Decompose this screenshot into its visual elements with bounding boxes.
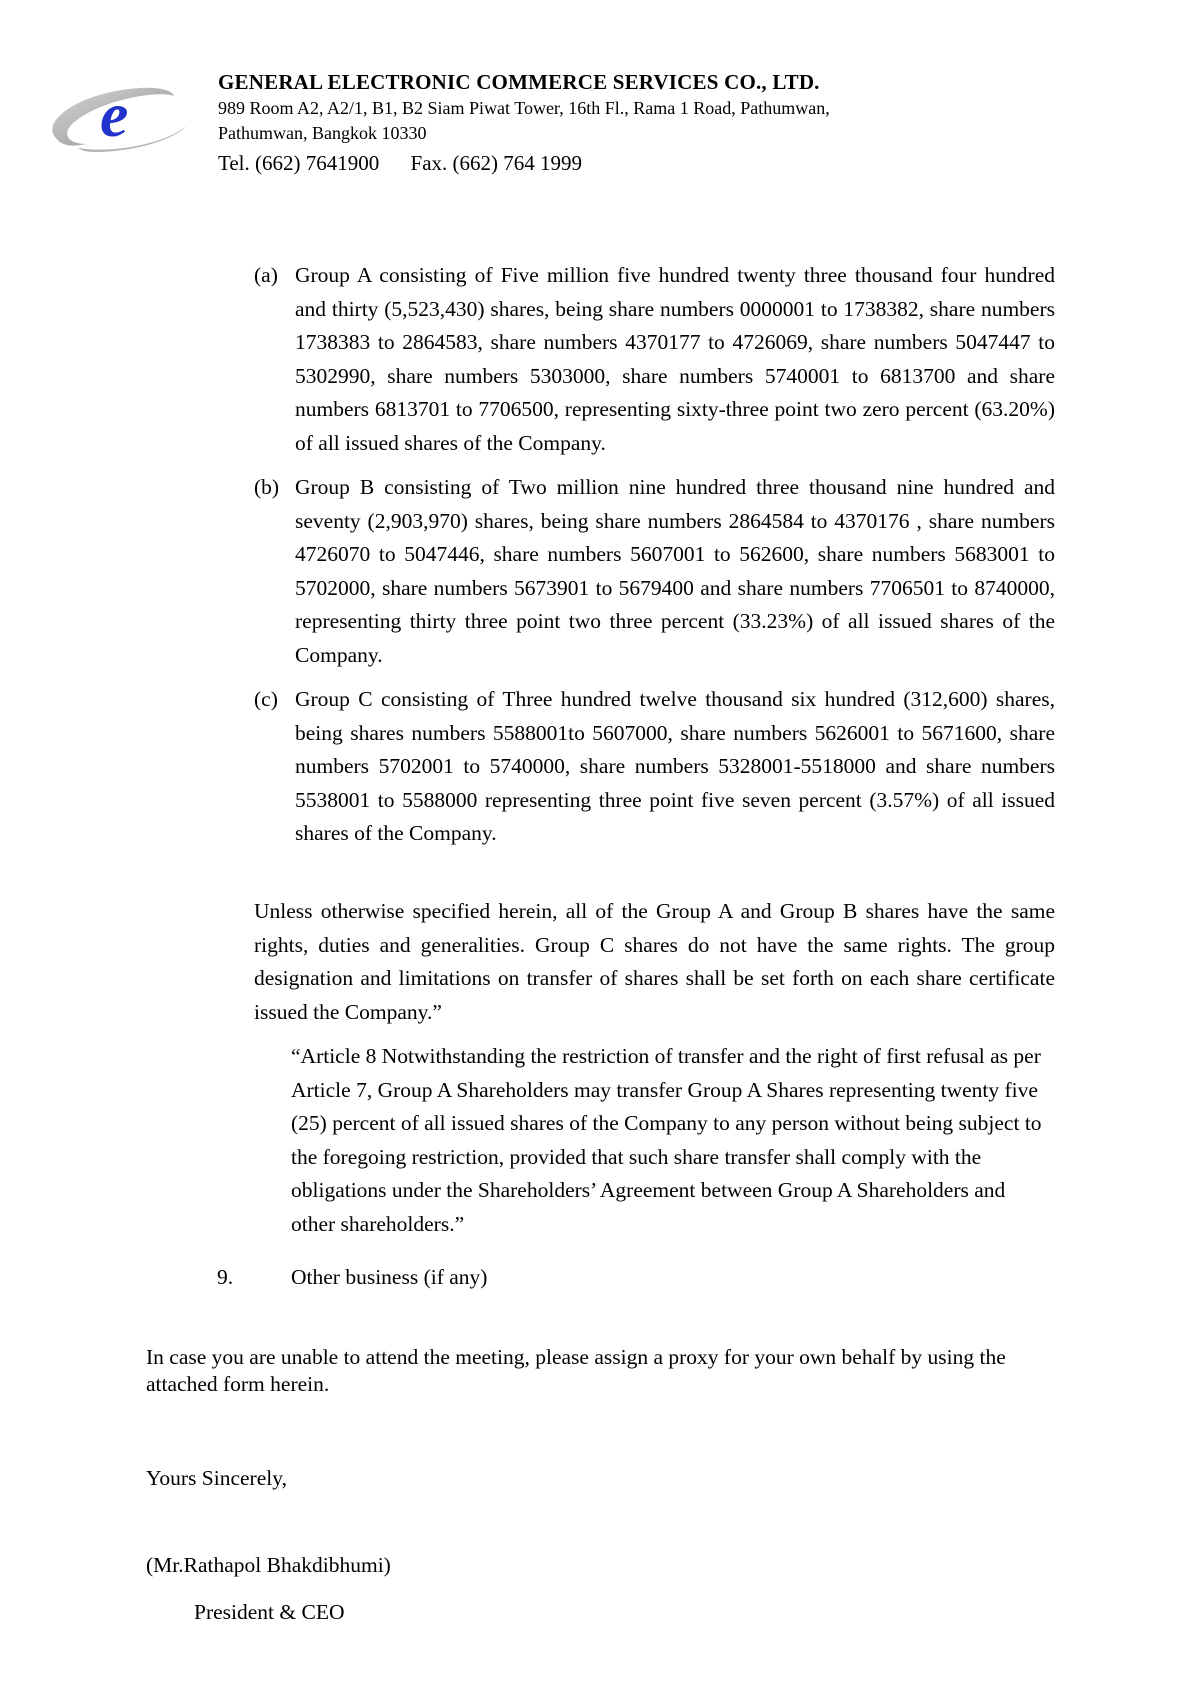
list-item-label: (c) bbox=[254, 687, 278, 711]
sign-off: Yours Sincerely, bbox=[146, 1466, 287, 1490]
signer-name: (Mr.Rathapol Bhakdibhumi) bbox=[146, 1553, 391, 1577]
list-item-label: (a) bbox=[254, 263, 278, 287]
signer-title: President & CEO bbox=[194, 1600, 345, 1624]
list-item-text: Group C consisting of Three hundred twelve thousand six hundred (312,600) shares, being shares numbers 5588001to 5607000, share numbers 5626001 to 5671600, share numbers 5702001 to 5740000, share numbers 5328001-5518000 and share numbers 5538001 to 5588000 representing three point five seven percent (3.57%) of all issued shares of the Company. bbox=[295, 687, 1055, 845]
company-address-line2: Pathumwan, Bangkok 10330 bbox=[218, 123, 427, 143]
agenda-item-number: 9. bbox=[217, 1265, 234, 1289]
company-fax: Fax. (662) 764 1999 bbox=[410, 151, 583, 175]
company-tel: Tel. (662) 7641900 bbox=[218, 151, 380, 175]
rights-paragraph: Unless otherwise specified herein, all of the Group A and Group B shares have the same rights, duties and generalities. Group C shares do not have the same rights. The group designation and limitations on transfer of shares shall be set forth on each share certificate issued the Company.” bbox=[254, 899, 1055, 1024]
list-item-text: Group A consisting of Five million five hundred twenty three thousand four hundred and thirty (5,523,430) shares, being share numbers 0000001 to 1738382, share numbers 1738383 to 2864583, share numbers 4370177 to 4726069, share numbers 5047447 to 5302990, share numbers 5303000, share numbers 5740001 to 6813700 and share numbers 6813701 to 7706500, representing sixty-three point two zero percent (63.20%) of all issued shares of the Company. bbox=[295, 263, 1055, 455]
company-name: GENERAL ELECTRONIC COMMERCE SERVICES CO., LTD. bbox=[218, 70, 820, 94]
e-swoosh-logo-icon bbox=[38, 78, 188, 158]
list-item-label: (b) bbox=[254, 475, 280, 499]
company-address-line1: 989 Room A2, A2/1, B1, B2 Siam Piwat Tower, 16th Fl., Rama 1 Road, Pathumwan, bbox=[218, 98, 830, 118]
company-contact bbox=[218, 148, 830, 178]
list-item bbox=[254, 683, 1055, 851]
letterhead bbox=[38, 68, 1138, 188]
agenda-item-text: Other business (if any) bbox=[291, 1265, 488, 1289]
list-item bbox=[254, 259, 1055, 460]
share-groups-list bbox=[254, 259, 1055, 862]
list-item bbox=[254, 471, 1055, 672]
list-item-text: Group B consisting of Two million nine hundred three thousand nine hundred and seventy (2,903,970) shares, being share numbers 2864584 to 4370176 , share numbers 4726070 to 5047446, share numbers 5607001 to 562600, share numbers 5683001 to 5702000, share numbers 5673901 to 5679400 and share numbers 7706501 to 8740000, representing thirty three point two three percent (33.23%) of all issued shares of the Company. bbox=[295, 475, 1055, 667]
article-8-quote: “Article 8 Notwithstanding the restriction of transfer and the right of first refusal as per Article 7, Group A Shareholders may transfer Group A Shares representing twenty five (25) percent of all issued shares of the Company to any person without being subject to the foregoing restriction, provided that such share transfer shall comply with the obligations under the Shareholders’ Agreement between Group A Shareholders and other shareholders.” bbox=[291, 1044, 1042, 1236]
svg-text:e: e bbox=[100, 79, 129, 150]
closing-paragraph: In case you are unable to attend the meeting, please assign a proxy for your own behalf by using the attached form herein. bbox=[146, 1345, 1006, 1396]
